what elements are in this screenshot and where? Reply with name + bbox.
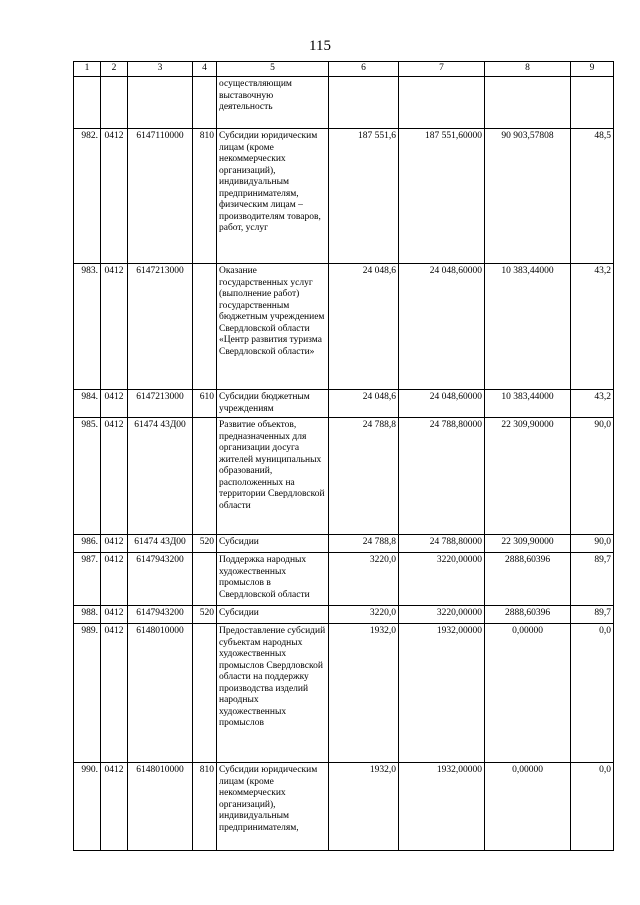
target-code: 6147213000 xyxy=(128,264,193,390)
table-row xyxy=(74,606,614,624)
value-col-8: 22 309,90000 xyxy=(485,535,571,553)
value-col-9: 89,7 xyxy=(571,553,614,606)
page-number: 115 xyxy=(309,38,331,54)
row-name: Поддержка народных художественных промыслов в Свердловской области xyxy=(217,553,329,606)
section-code: 0412 xyxy=(101,624,128,763)
value-col-7: 187 551,60000 xyxy=(399,129,485,264)
row-name: Субсидии бюджетным учреждениям xyxy=(217,390,329,418)
expense-kind: 610 xyxy=(193,390,217,418)
row-number: 983. xyxy=(74,264,101,390)
value-col-8 xyxy=(485,77,571,129)
target-code: 6148010000 xyxy=(128,763,193,851)
value-col-6: 24 788,8 xyxy=(329,535,399,553)
header-col-3: 3 xyxy=(128,62,193,77)
table-row xyxy=(74,390,614,418)
section-code: 0412 xyxy=(101,129,128,264)
value-col-9: 90,0 xyxy=(571,535,614,553)
row-number: 989. xyxy=(74,624,101,763)
target-code: 61474 43Д00 xyxy=(128,418,193,535)
header-col-7: 7 xyxy=(399,62,485,77)
value-col-8: 2888,60396 xyxy=(485,553,571,606)
table-row xyxy=(74,129,614,264)
expense-kind: 520 xyxy=(193,535,217,553)
value-col-9: 43,2 xyxy=(571,264,614,390)
target-code: 6147213000 xyxy=(128,390,193,418)
header-col-8: 8 xyxy=(485,62,571,77)
value-col-6: 24 788,8 xyxy=(329,418,399,535)
value-col-8: 0,00000 xyxy=(485,624,571,763)
row-number: 990. xyxy=(74,763,101,851)
table-row xyxy=(74,624,614,763)
value-col-9 xyxy=(571,77,614,129)
value-col-6: 24 048,6 xyxy=(329,390,399,418)
section-code: 0412 xyxy=(101,535,128,553)
value-col-7 xyxy=(399,77,485,129)
budget-table xyxy=(73,61,614,851)
table-row xyxy=(74,418,614,535)
header-col-5: 5 xyxy=(217,62,329,77)
target-code: 6148010000 xyxy=(128,624,193,763)
row-name: Оказание государственных услуг (выполнение работ) государственным бюджетным учреждением Свердловской области «Центр развития туризма Свердловской области» xyxy=(217,264,329,390)
row-number: 985. xyxy=(74,418,101,535)
target-code xyxy=(128,77,193,129)
expense-kind xyxy=(193,264,217,390)
header-col-4: 4 xyxy=(193,62,217,77)
table-row xyxy=(74,553,614,606)
row-name: Субсидии xyxy=(217,535,329,553)
row-name: Субсидии юридическим лицам (кроме некоммерческих организаций), индивидуальным предпринимателям, xyxy=(217,763,329,851)
value-col-7: 24 048,60000 xyxy=(399,264,485,390)
value-col-7: 1932,00000 xyxy=(399,763,485,851)
value-col-6: 1932,0 xyxy=(329,763,399,851)
expense-kind xyxy=(193,624,217,763)
row-number: 984. xyxy=(74,390,101,418)
value-col-7: 24 788,80000 xyxy=(399,418,485,535)
section-code xyxy=(101,77,128,129)
expense-kind xyxy=(193,418,217,535)
value-col-9: 0,0 xyxy=(571,763,614,851)
value-col-7: 24 048,60000 xyxy=(399,390,485,418)
target-code: 6147110000 xyxy=(128,129,193,264)
row-name: Субсидии xyxy=(217,606,329,624)
value-col-7: 3220,00000 xyxy=(399,606,485,624)
section-code: 0412 xyxy=(101,763,128,851)
row-number: 988. xyxy=(74,606,101,624)
section-code: 0412 xyxy=(101,390,128,418)
header-col-6: 6 xyxy=(329,62,399,77)
expense-kind: 810 xyxy=(193,129,217,264)
row-name: Субсидии юридическим лицам (кроме некоммерческих организаций), индивидуальным предпринимателям, физическим лицам – производителям товаров, работ, услуг xyxy=(217,129,329,264)
value-col-8: 22 309,90000 xyxy=(485,418,571,535)
value-col-9: 43,2 xyxy=(571,390,614,418)
row-number xyxy=(74,77,101,129)
row-name: Развитие объектов, предназначенных для организации досуга жителей муниципальных образований, расположенных на территории Свердловской области xyxy=(217,418,329,535)
value-col-8: 10 383,44000 xyxy=(485,264,571,390)
value-col-8: 90 903,57808 xyxy=(485,129,571,264)
section-code: 0412 xyxy=(101,606,128,624)
expense-kind xyxy=(193,77,217,129)
value-col-9: 89,7 xyxy=(571,606,614,624)
table-row xyxy=(74,763,614,851)
value-col-9: 48,5 xyxy=(571,129,614,264)
row-number: 987. xyxy=(74,553,101,606)
row-number: 982. xyxy=(74,129,101,264)
value-col-7: 3220,00000 xyxy=(399,553,485,606)
value-col-6: 3220,0 xyxy=(329,606,399,624)
value-col-6: 1932,0 xyxy=(329,624,399,763)
value-col-6: 24 048,6 xyxy=(329,264,399,390)
value-col-7: 24 788,80000 xyxy=(399,535,485,553)
section-code: 0412 xyxy=(101,553,128,606)
target-code: 6147943200 xyxy=(128,553,193,606)
value-col-6: 187 551,6 xyxy=(329,129,399,264)
row-name: осуществляющим выставочную деятельность xyxy=(217,77,329,129)
value-col-8: 0,00000 xyxy=(485,763,571,851)
expense-kind: 520 xyxy=(193,606,217,624)
value-col-6: 3220,0 xyxy=(329,553,399,606)
value-col-9: 90,0 xyxy=(571,418,614,535)
value-col-6 xyxy=(329,77,399,129)
expense-kind: 810 xyxy=(193,763,217,851)
table-row xyxy=(74,264,614,390)
row-name: Предоставление субсидий субъектам народных художественных промыслов Свердловской области на поддержку производства изделий народных художественных промыслов xyxy=(217,624,329,763)
target-code: 6147943200 xyxy=(128,606,193,624)
table-row xyxy=(74,535,614,553)
header-col-2: 2 xyxy=(101,62,128,77)
target-code: 61474 43Д00 xyxy=(128,535,193,553)
header-row xyxy=(74,62,614,77)
value-col-8: 10 383,44000 xyxy=(485,390,571,418)
section-code: 0412 xyxy=(101,418,128,535)
header-col-9: 9 xyxy=(571,62,614,77)
value-col-7: 1932,00000 xyxy=(399,624,485,763)
header-col-1: 1 xyxy=(74,62,101,77)
section-code: 0412 xyxy=(101,264,128,390)
table-row xyxy=(74,77,614,129)
row-number: 986. xyxy=(74,535,101,553)
value-col-9: 0,0 xyxy=(571,624,614,763)
expense-kind xyxy=(193,553,217,606)
value-col-8: 2888,60396 xyxy=(485,606,571,624)
